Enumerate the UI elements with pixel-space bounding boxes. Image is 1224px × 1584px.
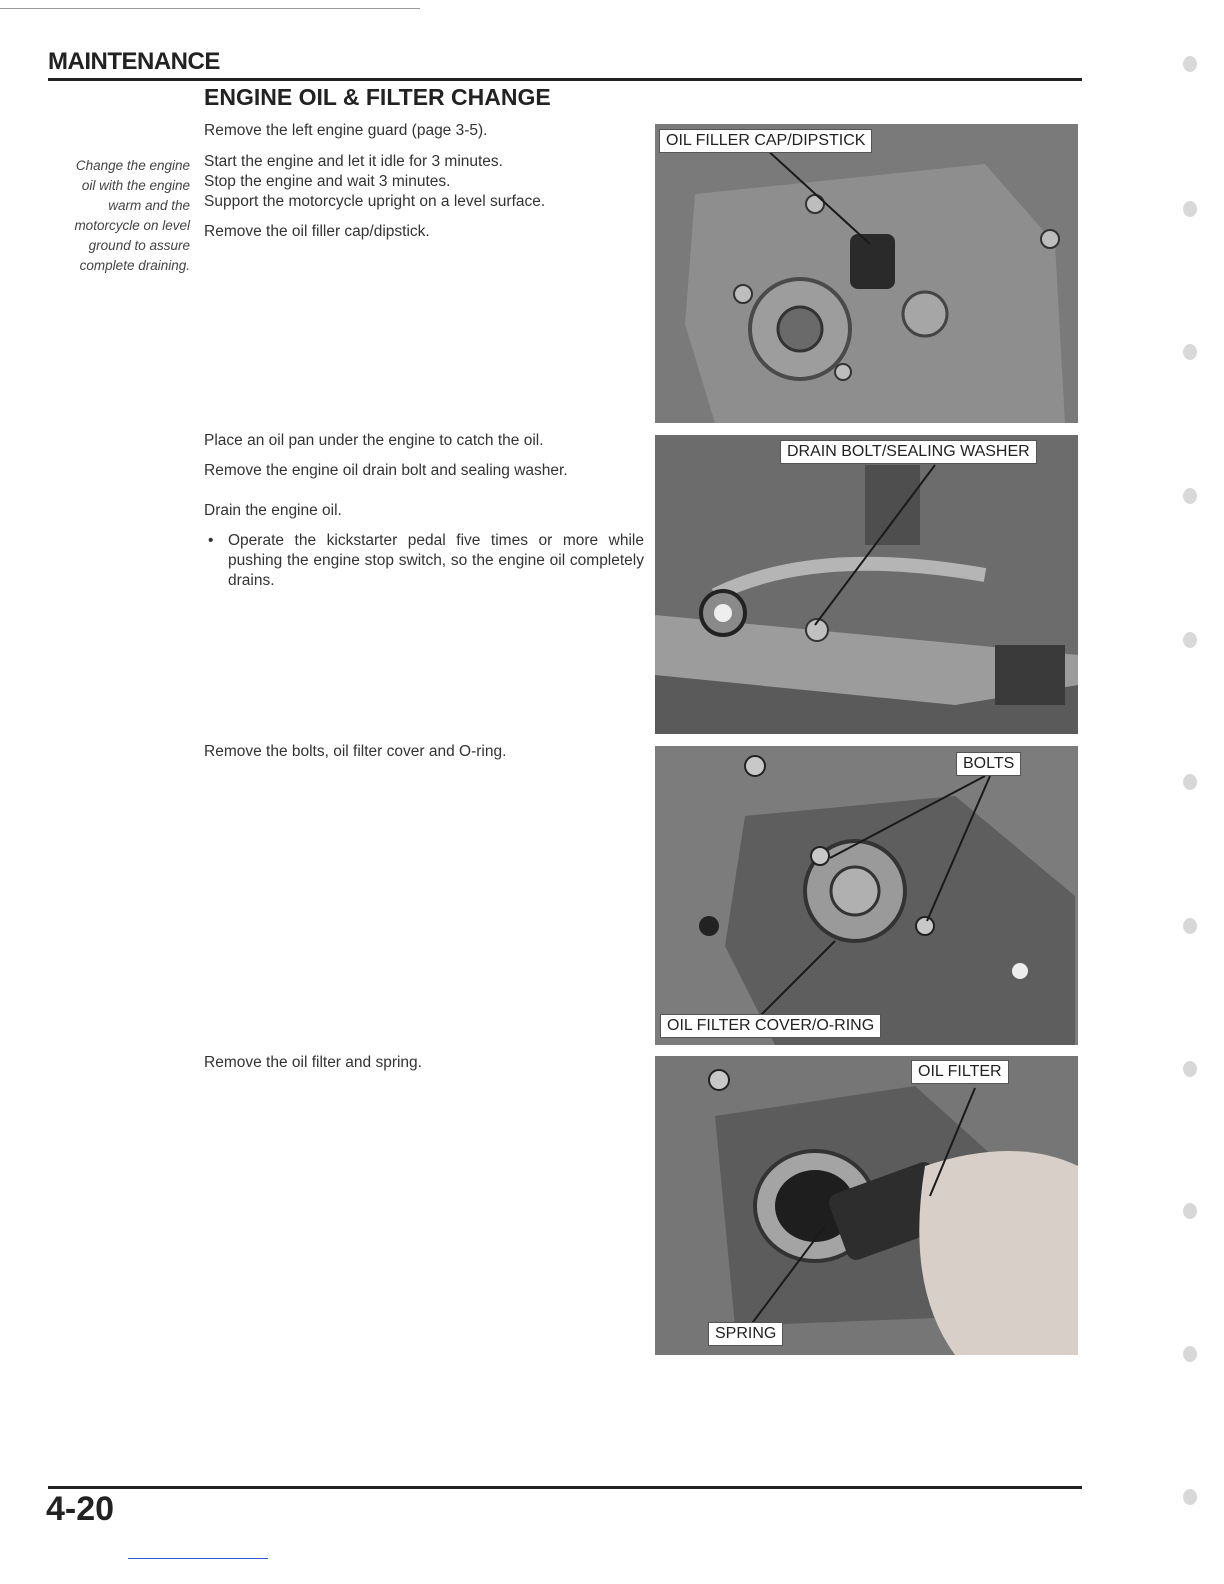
procedure-title: ENGINE OIL & FILTER CHANGE	[204, 84, 551, 110]
binder-hole	[1183, 918, 1197, 934]
engine-photo-illustration	[655, 124, 1078, 423]
binder-hole	[1183, 1346, 1197, 1362]
side-note-line: motorcycle on level	[74, 218, 190, 233]
callout-bolts: BOLTS	[956, 752, 1021, 776]
step-line: Support the motorcycle upright on a level surface.	[204, 193, 546, 210]
step-drain-oil: Drain the engine oil.	[204, 502, 342, 519]
footer-rule	[48, 1486, 1082, 1489]
callout-drain-bolt: DRAIN BOLT/SEALING WASHER	[780, 440, 1037, 464]
callout-spring: SPRING	[708, 1322, 783, 1346]
bullet-kickstarter	[204, 531, 644, 591]
binder-hole	[1183, 488, 1197, 504]
step-remove-filter-cover: Remove the bolts, oil filter cover and O-ring.	[204, 743, 507, 760]
binder-hole	[1183, 56, 1197, 72]
figure-filter-cover	[655, 746, 1078, 1045]
side-note-line: oil with the engine	[81, 178, 190, 193]
callout-filter-cover: OIL FILTER COVER/O-RING	[660, 1014, 881, 1038]
figure-oil-filler-cap	[655, 124, 1078, 423]
step-place-oil-pan: Place an oil pan under the engine to catch the oil.	[204, 432, 544, 449]
step-line: Start the engine and let it idle for 3 minutes.	[204, 153, 503, 170]
bullet-text: Operate the kickstarter pedal five times or more while pushing the engine stop switch, so the engine oil completely drains.	[228, 532, 644, 589]
engine-photo-illustration	[655, 1056, 1078, 1355]
figure-oil-filter	[655, 1056, 1078, 1355]
side-note-line: warm and the	[108, 198, 190, 213]
callout-oil-filler-cap: OIL FILLER CAP/DIPSTICK	[659, 129, 872, 153]
page-number: 4-20	[46, 1490, 115, 1528]
engine-photo-illustration	[655, 746, 1078, 1045]
binder-hole	[1183, 1061, 1197, 1077]
side-note-line: ground to assure	[88, 238, 190, 253]
side-note-line: complete draining.	[79, 258, 190, 273]
step-remove-guard: Remove the left engine guard (page 3-5).	[204, 122, 488, 139]
binder-hole	[1183, 1489, 1197, 1505]
binder-hole	[1183, 344, 1197, 360]
engine-photo-illustration	[655, 435, 1078, 734]
binder-hole	[1183, 201, 1197, 217]
step-remove-dipstick: Remove the oil filler cap/dipstick.	[204, 223, 430, 240]
bullet-mark: •	[208, 532, 214, 549]
binder-hole	[1183, 774, 1197, 790]
step-remove-filter: Remove the oil filter and spring.	[204, 1054, 422, 1071]
binder-hole	[1183, 1203, 1197, 1219]
side-note	[40, 156, 190, 276]
section-title: MAINTENANCE	[48, 48, 220, 75]
step-line: Stop the engine and wait 3 minutes.	[204, 173, 451, 190]
footer-link-underline	[128, 1558, 268, 1559]
binder-hole	[1183, 632, 1197, 648]
callout-oil-filter: OIL FILTER	[911, 1060, 1009, 1084]
header-rule	[48, 78, 1082, 81]
step-warm-engine	[204, 152, 644, 212]
side-note-line: Change the engine	[75, 158, 190, 173]
step-remove-drain-bolt: Remove the engine oil drain bolt and sealing washer.	[204, 462, 568, 479]
top-scan-rule	[0, 8, 420, 9]
figure-drain-bolt	[655, 435, 1078, 734]
